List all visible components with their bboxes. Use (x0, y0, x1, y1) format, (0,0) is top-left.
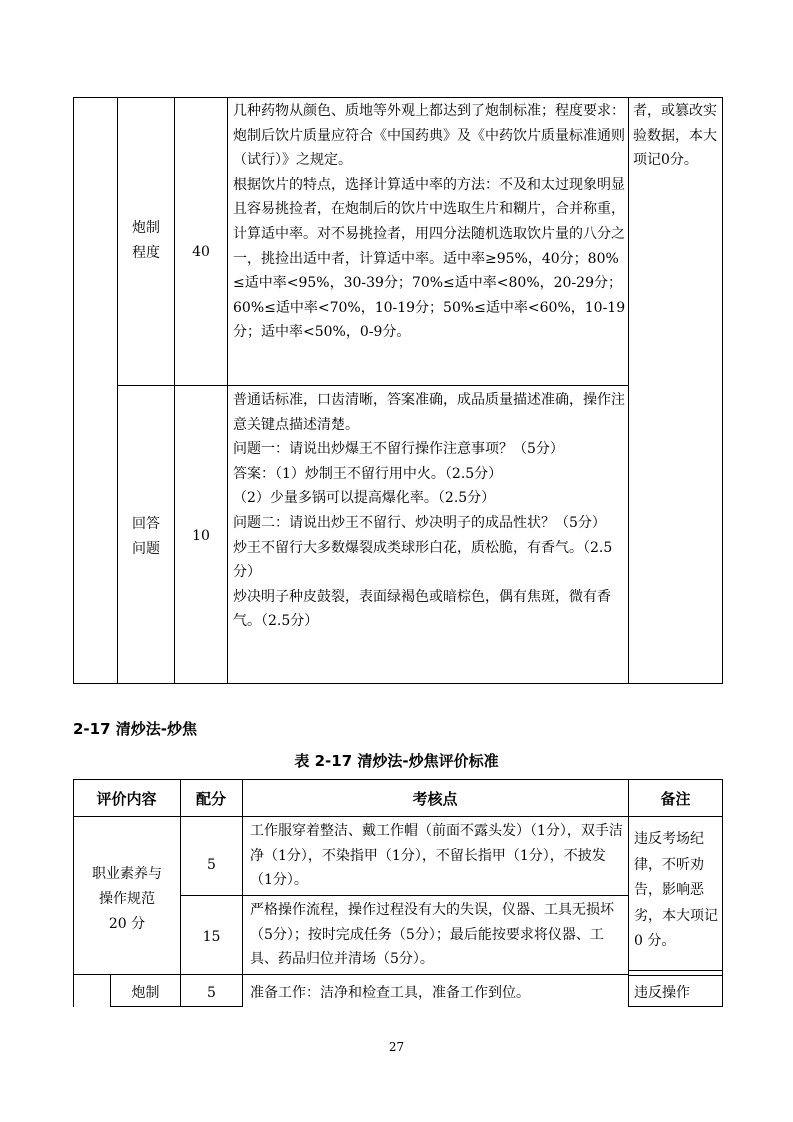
table-row-item: 炮制 程度 (132, 220, 160, 261)
header-points: 考核点 (412, 790, 458, 808)
header-item: 评价内容 (96, 790, 157, 808)
note-cell: 者，或篡改实验数据，本大项记0分。 (633, 103, 717, 169)
table-row-item: 职业素养与 操作规范 20 分 (92, 866, 162, 932)
table-row-score: 10 (192, 528, 210, 544)
page-number: 27 (388, 1040, 405, 1054)
table-row-points (233, 99, 627, 345)
points-paragraph: 几种药物从颜色、质地等外观上都达到了炮制标准；程度要求：炮制后饮片质量应符合《中国药典》及《中药饮片质量标准通则（试行）》之规定。 (233, 103, 625, 169)
points-paragraph: 炒决明子种皮鼓裂，表面绿褐色或暗棕色，偶有焦斑，微有香气。（2.5分） (233, 588, 611, 630)
table-row-points: 严格操作流程，操作过程没有大的失误，仪器、工具无损坏（5分）；按时完成任务（5分）；最后能按要求将仪器、工具、药品归位并清场（5分）。 (250, 902, 614, 968)
header-note: 备注 (660, 790, 691, 808)
points-paragraph: 普通话标准，口齿清晰，答案准确，成品质量描述准确，操作注意关键点描述清楚。 (233, 392, 625, 433)
table-row-score: 40 (192, 244, 210, 260)
points-paragraph: 根据饮片的特点，选择计算适中率的方法：不及和太过现象明显且容易挑捡者，在炮制后的饮片中选取生片和糊片，合并称重，计算适中率。对不易挑捡者，用四分法随机选取饮片量的八分之一，挑捡出适中者，计算适中率。适中率≥95%，40分；80%≤适中率<95%，30-39分；70%≤适中率<80%，20-29分；60%≤适中率<70%，10-19分；50%≤适中率<60%，10-19分；适中率<50%，0-9分。 (233, 176, 626, 341)
note-cell: 违反操作 (634, 985, 690, 1001)
points-paragraph: （2）少量多锅可以提高爆化率。（2.5分） (233, 490, 496, 507)
table-row-score: 15 (202, 929, 221, 945)
table-row-points: 工作服穿着整洁、戴工作帽（前面不露头发）（1分），双手洁净（1分），不染指甲（1分），不留长指甲（1分），不披发（1分）。 (250, 823, 623, 889)
table-caption: 表 2-17 清炒法-炒焦评价标准 (294, 752, 499, 770)
table-row-item: 炮制 (131, 985, 160, 1001)
table-row-points: 准备工作：洁净和检查工具，准备工作到位。 (250, 985, 530, 1001)
header-score: 配分 (195, 790, 226, 808)
table-row-points (233, 388, 627, 634)
points-paragraph: 答案：（1）炒制王不留行用中火。（2.5分） (233, 465, 503, 482)
table-row-score: 5 (207, 985, 216, 1001)
note-cell: 违反考场纪律，不听劝告，影响恶劣，本大项记0 分。 (634, 831, 718, 949)
section-heading: 2-17 清炒法-炒焦 (73, 720, 197, 738)
table-row-score: 5 (207, 857, 216, 873)
points-paragraph: 炒王不留行大多数爆裂成类球形白花，质松脆，有香气。（2.5分） (233, 539, 613, 581)
table-row-item: 回答 问题 (132, 516, 160, 557)
points-paragraph: 问题一：请说出炒爆王不留行操作注意事项？（5分） (233, 441, 564, 458)
points-paragraph: 问题二：请说出炒王不留行、炒决明子的成品性状？（5分） (233, 514, 606, 531)
